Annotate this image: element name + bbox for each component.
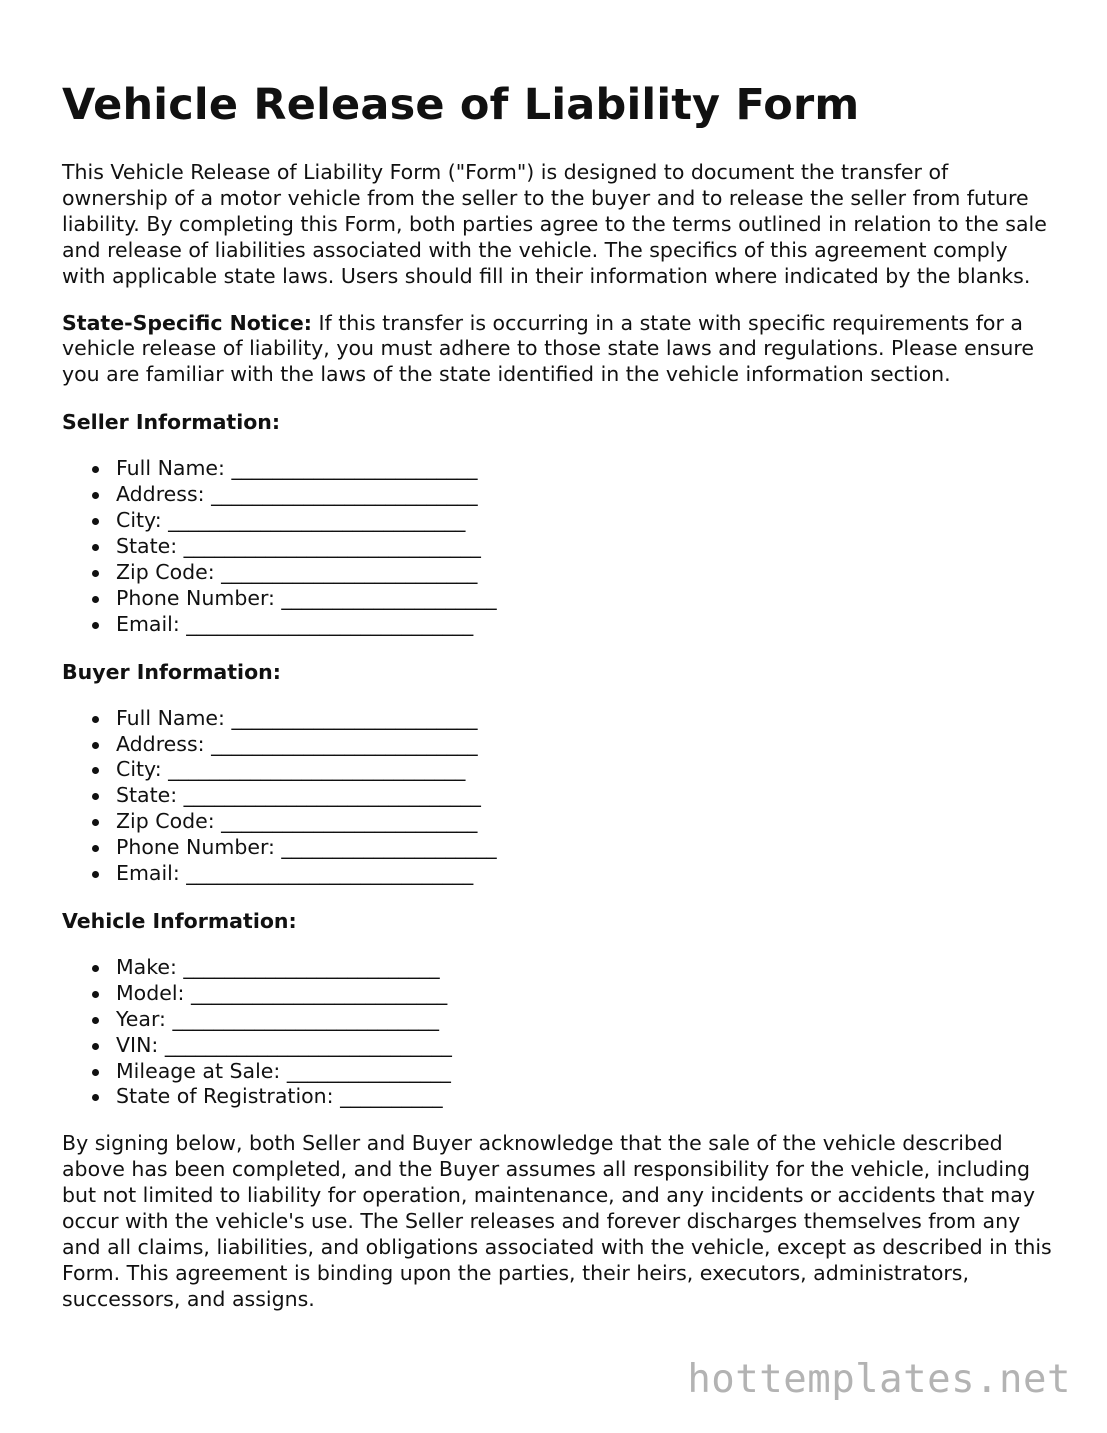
document-page (62, 78, 1052, 1334)
vehicle-list (62, 955, 1052, 1110)
vehicle-state-of-registration: State of Registration: __________ (116, 1084, 1052, 1110)
vehicle-model: Model: _________________________ (116, 981, 1052, 1007)
seller-full-name: Full Name: ________________________ (116, 456, 1052, 482)
vehicle-vin: VIN: ____________________________ (116, 1033, 1052, 1059)
seller-address: Address: __________________________ (116, 482, 1052, 508)
buyer-list (62, 706, 1052, 887)
buyer-zip-code: Zip Code: _________________________ (116, 809, 1052, 835)
closing-paragraph: By signing below, both Seller and Buyer acknowledge that the sale of the vehicle described above has been completed, and the Buyer assumes all responsibility for the vehicle, including but not limited to liability for operation, maintenance, and any incidents or accidents that may occur with the vehicle's use. The Seller releases and forever discharges themselves from any and all claims, liabilities, and obligations associated with the vehicle, except as described in this Form. This agreement is binding upon the parties, their heirs, executors, administrators, successors, and assigns. (62, 1131, 1052, 1311)
seller-state: State: _____________________________ (116, 534, 1052, 560)
seller-city: City: _____________________________ (116, 508, 1052, 534)
vehicle-mileage: Mileage at Sale: ________________ (116, 1059, 1052, 1085)
state-notice-label: State-Specific Notice: (62, 310, 312, 335)
buyer-phone-number: Phone Number: _____________________ (116, 835, 1052, 861)
buyer-heading: Buyer Information: (62, 659, 281, 684)
seller-list (62, 456, 1052, 637)
buyer-state: State: _____________________________ (116, 783, 1052, 809)
watermark: hottemplates.net (687, 1357, 1071, 1402)
intro-paragraph: This Vehicle Release of Liability Form ("Form") is designed to document the transfer of ownership of a motor vehicle from the seller to the buyer and to release the seller from future liability. By completing this Form, both parties agree to the terms outlined in relation to the sale and release of liabilities associated with the vehicle. The specifics of this agreement comply with applicable state laws. Users should fill in their information where indicated by the blanks. (62, 160, 1047, 288)
seller-phone-number: Phone Number: _____________________ (116, 586, 1052, 612)
buyer-full-name: Full Name: ________________________ (116, 706, 1052, 732)
seller-heading: Seller Information: (62, 410, 281, 435)
buyer-address: Address: __________________________ (116, 732, 1052, 758)
seller-email: Email: ____________________________ (116, 612, 1052, 638)
buyer-city: City: _____________________________ (116, 757, 1052, 783)
state-notice-text: If this transfer is occurring in a state with specific requirements for a vehicle release of liability, you must adhere to those state laws and regulations. Please ensure you are familiar with the laws of the state identified in the vehicle information section. (62, 310, 1034, 387)
vehicle-make: Make: _________________________ (116, 955, 1052, 981)
page-title: Vehicle Release of Liability Form (62, 80, 860, 130)
state-notice-paragraph (62, 311, 1052, 389)
seller-zip-code: Zip Code: _________________________ (116, 560, 1052, 586)
vehicle-year: Year: __________________________ (116, 1007, 1052, 1033)
vehicle-heading: Vehicle Information: (62, 908, 297, 933)
buyer-email: Email: ____________________________ (116, 861, 1052, 887)
